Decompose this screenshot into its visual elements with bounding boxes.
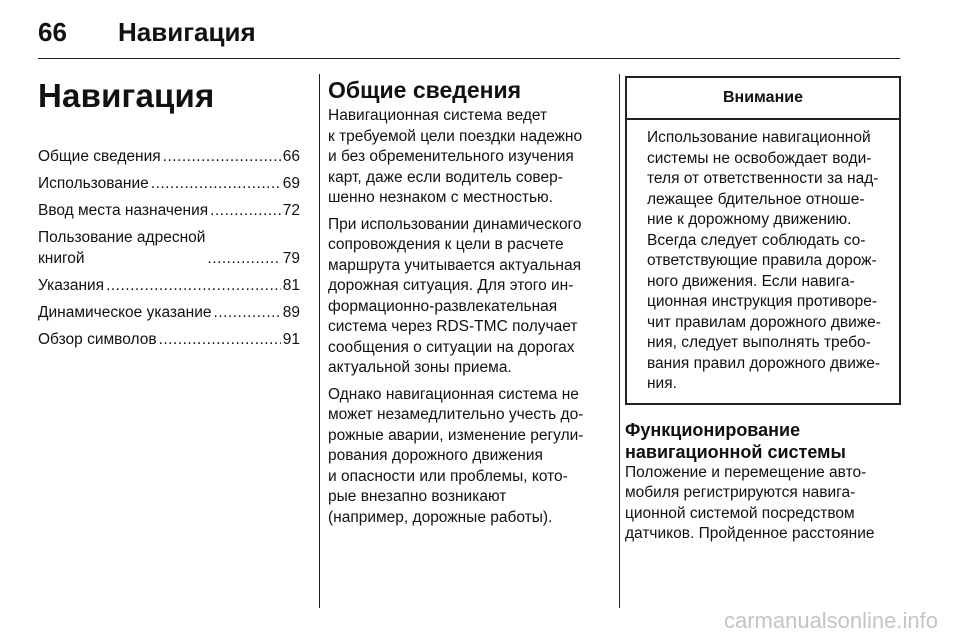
toc-item-page: 66: [282, 148, 300, 165]
subsection-text: Положение и перемещение авто- мобиля регистрируются навига- ционной системой посредством датчиков. Пройденное расстояние: [625, 463, 875, 542]
toc-item-page: 69: [282, 175, 300, 192]
watermark: carmanualsonline.info: [723, 608, 938, 633]
column-toc: [38, 76, 300, 356]
toc-leader-dots: [151, 173, 281, 194]
toc-leader-dots: [163, 146, 281, 167]
header-rule: [38, 58, 900, 59]
toc-leader-dots: [210, 200, 281, 221]
toc-item-label: Общие сведения: [38, 148, 161, 165]
toc-leader-dots: [213, 302, 280, 323]
warning-title: Внимание: [627, 78, 899, 120]
toc-item-page: 81: [282, 277, 300, 294]
toc-item[interactable]: [38, 227, 300, 269]
running-header-title: Навигация: [118, 17, 256, 47]
chapter-title: Навигация: [38, 77, 215, 114]
toc-item[interactable]: [38, 173, 300, 194]
page-number: 66: [38, 17, 67, 47]
column-notice: [625, 76, 901, 545]
toc-leader-dots: [159, 329, 281, 350]
toc-item-page: 72: [282, 202, 300, 219]
toc-item-page: 91: [282, 331, 300, 348]
warning-text: Использование навигационной системы не освобождает води- теля от ответственности за над- лежащее бдительное отноше- ние к дорожному движению. Всегда следует соблюдать со- ответствующие правила дорож- ного движения. Если навига- ционная инструкция противоре- чит правилам дорожного движе- ния, следует выполнять требо- вания правил дорожного движе- ния.: [647, 129, 881, 392]
toc-item[interactable]: [38, 200, 300, 221]
toc-leader-dots: [207, 248, 280, 269]
column-divider-left: [319, 74, 320, 608]
toc-item-label: Использование: [38, 175, 149, 192]
toc-item-label: Динамическое указание: [38, 304, 212, 321]
paragraph: Навигационная система ведет к требуемой цели поездки надежно и без обременительного изучения карт, даже если водитель совер- шенно незнаком с местностью.: [328, 107, 583, 206]
column-divider-right: [619, 74, 620, 608]
subsection-title: Функционирование навигационной системы: [625, 419, 846, 462]
toc-item-label: Указания: [38, 277, 105, 294]
paragraph: При использовании динамического сопровождения к цели в расчете маршрута учитывается актуальная дорожная ситуация. Для этого ин- формационно-развлекательная система через RDS-TMC получает сообщения о ситуации на дорогах актуальной зоны приема.: [328, 215, 582, 376]
toc-item-label: Пользование адресной книгой: [38, 229, 206, 267]
toc-item[interactable]: [38, 329, 300, 350]
toc-item[interactable]: [38, 302, 300, 323]
toc-item-label: Ввод места назначения: [38, 202, 209, 219]
toc-list: [38, 146, 300, 350]
toc-leader-dots: [106, 275, 281, 296]
paragraph: Однако навигационная система не может незамедлительно учесть до- рожные аварии, изменение регули- рования дорожного движения и опасности или проблемы, кото- рые внезапно возникают (например, дорожные работы).: [328, 385, 584, 526]
toc-item-page: 79: [282, 250, 300, 267]
section-title: Общие сведения: [328, 77, 522, 103]
toc-item[interactable]: [38, 146, 300, 167]
toc-item-page: 89: [282, 304, 300, 321]
warning-box: [625, 76, 901, 405]
toc-item[interactable]: [38, 275, 300, 296]
column-general-info: [328, 76, 604, 534]
page-header: [38, 12, 900, 58]
toc-item-label: Обзор символов: [38, 331, 157, 348]
